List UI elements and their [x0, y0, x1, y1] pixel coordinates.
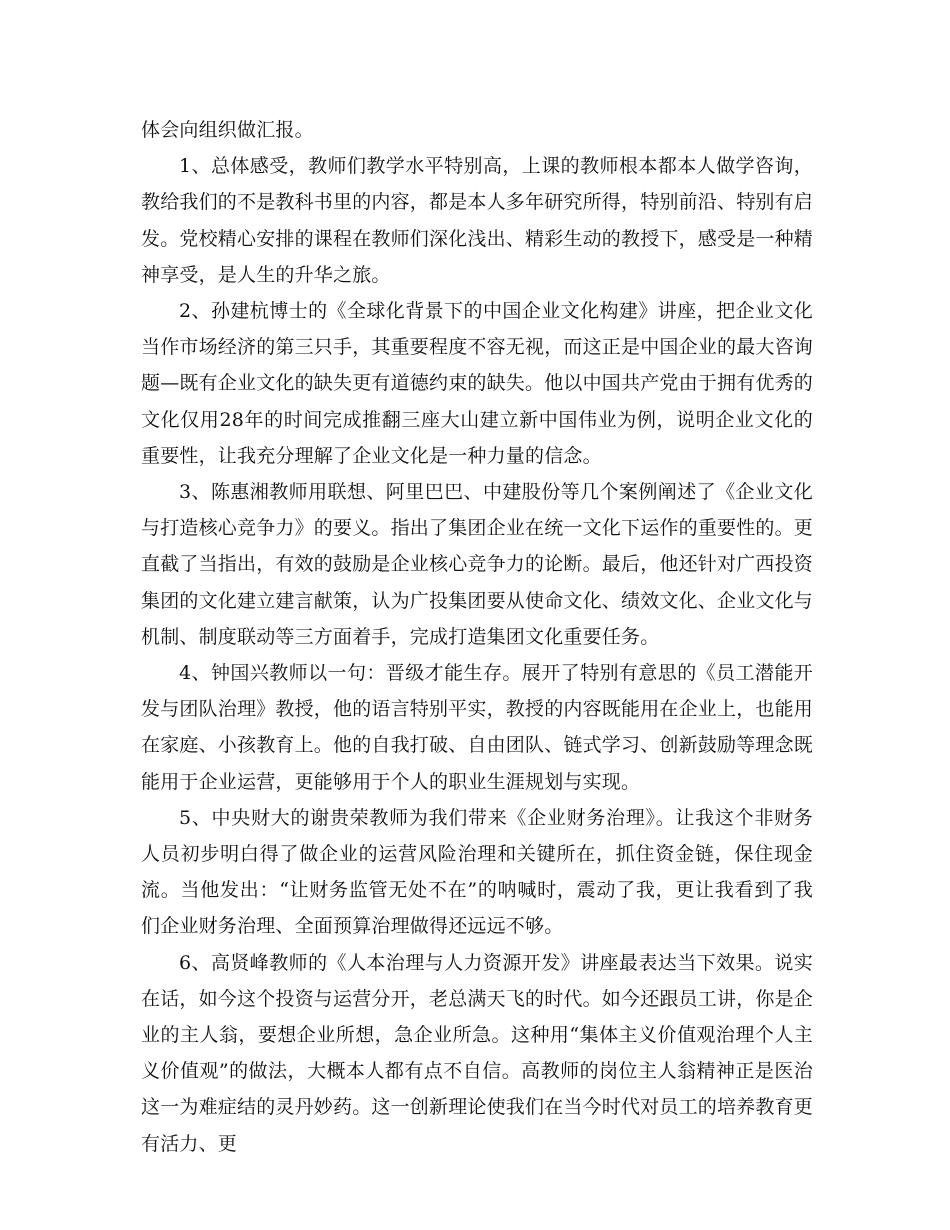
paragraph-5: 5、中央财大的谢贵荣教师为我们带来《企业财务治理》。让我这个非财务人员初步明白得了做企业的运营风险治理和关键所在，抓住资金链，保住现金流。当他发出：“让财务监管无处不在”的呐喊时，震动了我，更让我看到了我们企业财务治理、全面预算治理做得还远远不够。 — [141, 806, 813, 938]
paragraph-continuation: 体会向组织做汇报。 — [141, 119, 314, 141]
paragraph-2: 2、孙建杭博士的《全球化背景下的中国企业文化构建》讲座，把企业文化当作市场经济的第三只手，其重要程度不容无视，而这正是中国企业的最大咨询题—既有企业文化的缺失更有道德约束的缺失。他以中国共产党由于拥有优秀的文化仅用28年的时间完成推翻三座大山建立新中国伟业为例，说明企业文化的重要性，让我充分理解了企业文化是一种力量的信念。 — [141, 300, 814, 467]
paragraph-3: 3、陈惠湘教师用联想、阿里巴巴、中建股份等几个案例阐述了《企业文化与打造核心竞争力》的要义。指出了集团企业在统一文化下运作的重要性的。更直截了当指出，有效的鼓励是企业核心竞争力的论断。最后，他还针对广西投资集团的文化建立建言献策，认为广投集团要从使命文化、绩效文化、企业文化与机制、制度联动等三方面着手，完成打造集团文化重要任务。 — [141, 481, 814, 648]
paragraph-6: 6、高贤峰教师的《人本治理与人力资源开发》讲座最表达当下效果。说实在话，如今这个投资与运营分开，老总满天飞的时代。如今还跟员工讲，你是企业的主人翁，要想企业所想，急企业所急。这种用“集体主义价值观治理个人主义价值观”的做法，大概本人都有点不自信。高教师的岗位主人翁精神正是医治这一为难症结的灵丹妙药。这一创新理论使我们在当今时代对员工的培养教育更有活力、更 — [141, 951, 814, 1155]
document-body — [141, 112, 813, 1162]
paragraph-1: 1、总体感受，教师们教学水平特别高，上课的教师根本都本人做学咨询，教给我们的不是教科书里的内容，都是本人多年研究所得，特别前沿、特别有启发。党校精心安排的课程在教师们深化浅出、精彩生动的教授下，感受是一种精神享受，是人生的升华之旅。 — [141, 155, 814, 286]
paragraph-4: 4、钟国兴教师以一句：晋级才能生存。展开了特别有意思的《员工潜能开发与团队治理》教授，他的语言特别平实，教授的内容既能用在企业上，也能用在家庭、小孩教育上。他的自我打破、自由团队、链式学习、创新鼓励等理念既能用于企业运营，更能够用于个人的职业生涯规划与实现。 — [141, 662, 814, 793]
